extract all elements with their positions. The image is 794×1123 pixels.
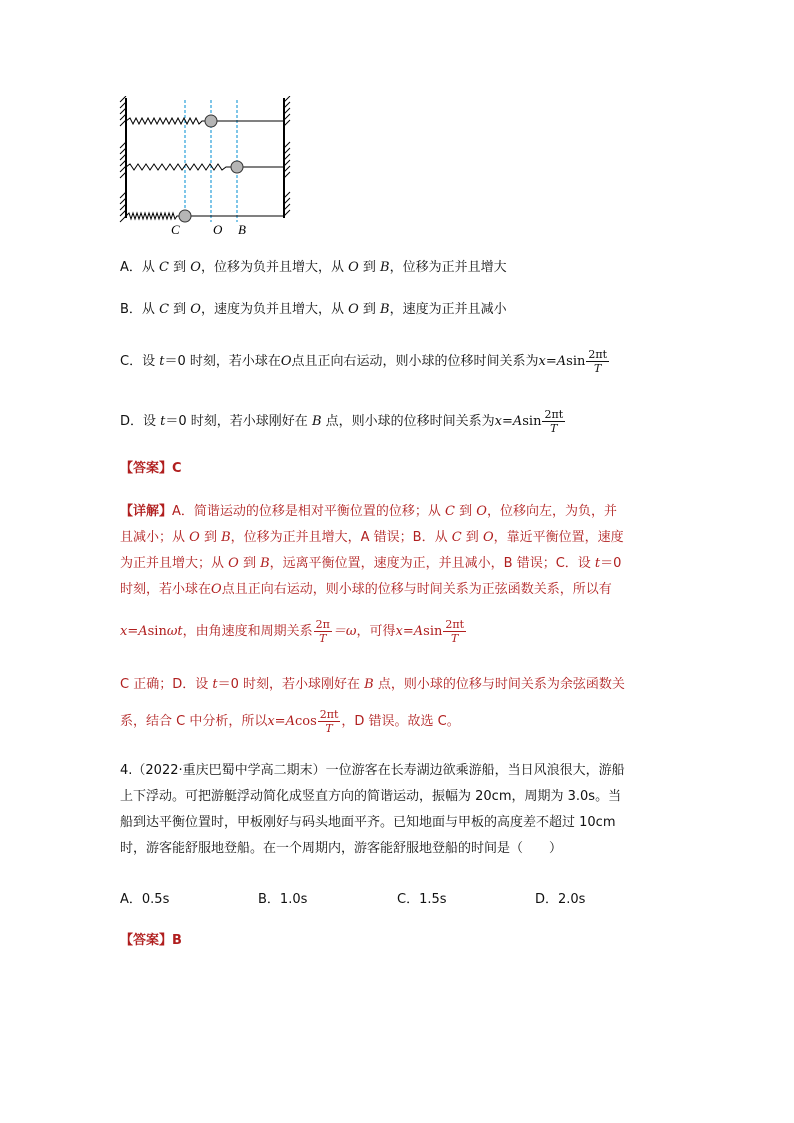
detail-line-4: 时刻，若小球在O点且正向右运动，则小球的位移与时间关系为正弦函数关系，所以有 [120,582,612,597]
fraction: $\frac{2\pi t}{T}$ [319,708,339,735]
fraction: $\frac{2\pi t}{T}$ [588,348,608,375]
answer-2: 【答案】B [120,933,182,948]
detail-line-6: C 正确；D．设 t＝0 时刻，若小球刚好在 B 点，则小球的位移与时间关系为余弦函数关 [120,677,625,692]
option-b: B．从 C 到 O，速度为负并且增大，从 O 到 B，速度为正并且减小 [120,302,507,317]
label-b: B [238,222,246,237]
detail-line-5: x=Asinωt，由角速度和周期关系 $\frac{2\pi}{T}$ ＝ω，可得x=Asin $\frac{2\pi t}{T}$ [120,618,465,645]
spring-oscillator-figure [118,96,298,240]
answer-1: 【答案】C [120,461,182,476]
option-d: D．设 t＝0 时刻，若小球刚好在 B 点，则小球的位移时间关系为x=Asin $\frac{2\pi t}{T}$ [120,408,564,435]
detail-line-3: 为正并且增大；从 O 到 B，远离平衡位置，速度为正，并且减小，B 错误；C．设 t＝0 [120,556,622,571]
question-4-option-d: D．2.0s [535,892,586,907]
label-o: O [213,222,223,237]
question-4-option-a: A．0.5s [120,892,170,907]
question-4-option-c: C．1.5s [397,892,447,907]
question-4-line-3: 船到达平衡位置时，甲板刚好与码头地面平齐。已知地面与甲板的高度差不超过 10cm [120,815,616,830]
question-4-line-4: 时，游客能舒服地登船。在一个周期内，游客能舒服地登船的时间是（ ） [120,841,563,856]
question-4-line-2: 上下浮动。可把游艇浮动简化成竖直方向的简谐运动，振幅为 20cm，周期为 3.0s。当 [120,789,622,804]
question-4-option-b: B．1.0s [258,892,308,907]
detail-line-7: 系，结合 C 中分析，所以x=Acos $\frac{2\pi t}{T}$ ，D 错误。故选 C。 [120,708,460,735]
fraction: $\frac{2\pi t}{T}$ [544,408,564,435]
option-c: C．设 t＝0 时刻，若小球在O点且正向右运动，则小球的位移时间关系为x=Asin $\frac{2\pi t}{T}$ [120,348,608,375]
detail-line-2: 且减小；从 O 到 B，位移为正并且增大，A 错误；B．从 C 到 O，靠近平衡位置，速度 [120,530,624,545]
fraction: $\frac{2\pi}{T}$ [315,618,330,645]
question-4-line-1: 4.（2022·重庆巴蜀中学高二期末）一位游客在长寿湖边欲乘游船，当日风浪很大，游船 [120,763,625,778]
detail-line-1: 【详解】A．简谐运动的位移是相对平衡位置的位移；从 C 到 O，位移向左，为负，并 [120,504,617,519]
option-a: A．从 C 到 O，位移为负并且增大，从 O 到 B，位移为正并且增大 [120,260,507,275]
label-c: C [171,222,180,237]
fraction: $\frac{2\pi t}{T}$ [445,618,465,645]
